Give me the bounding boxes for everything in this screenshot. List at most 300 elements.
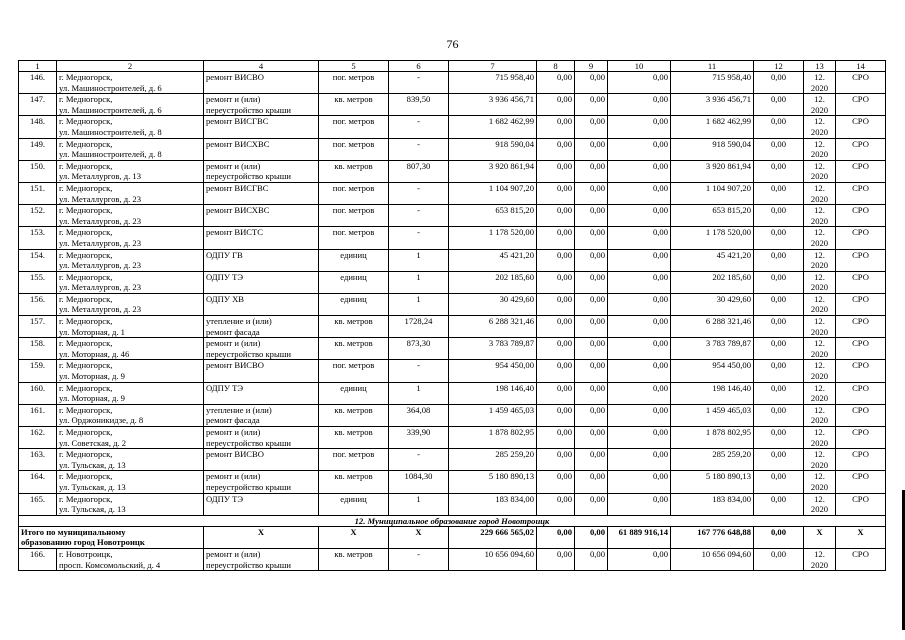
row-number: 150. xyxy=(19,160,57,182)
deadline-year: 2020 xyxy=(810,326,829,337)
row-number: 156. xyxy=(19,293,57,315)
amount-cell: 0,00 xyxy=(754,160,804,182)
unit-cell: единиц xyxy=(319,271,389,293)
amount-cell: 0,00 xyxy=(608,316,671,338)
address-cell xyxy=(57,427,204,449)
amount-cell: 0,00 xyxy=(608,493,671,515)
address-street: ул. Орджоникидзе, д. 8 xyxy=(59,415,144,426)
amount-cell: 0,00 xyxy=(575,271,608,293)
row-number: 155. xyxy=(19,271,57,293)
work-type-line1: ремонт ВИСВО xyxy=(206,449,264,460)
work-type-cell xyxy=(204,471,319,493)
amount-cell: 183 834,00 xyxy=(671,493,754,515)
address-city: г. Медногорск, xyxy=(59,138,113,149)
amount-cell: 0,00 xyxy=(754,404,804,426)
table-row xyxy=(19,116,886,138)
total-label xyxy=(19,526,204,548)
source-cell: СРО xyxy=(836,548,886,570)
work-type-cell xyxy=(204,138,319,160)
section-header-row xyxy=(19,515,886,526)
table-row xyxy=(19,471,886,493)
total-cost-cell: 183 834,00 xyxy=(449,493,537,515)
amount-cell: 0,00 xyxy=(608,449,671,471)
address-street: ул. Металлургов, д. 23 xyxy=(59,282,141,293)
row-number: 157. xyxy=(19,316,57,338)
work-type-cell xyxy=(204,160,319,182)
address-cell xyxy=(57,72,204,94)
work-type-line1: ОДПУ ХВ xyxy=(206,293,245,304)
row-number: 165. xyxy=(19,493,57,515)
work-type-cell xyxy=(204,316,319,338)
work-type-line1: ОДПУ ТЭ xyxy=(206,271,244,282)
amount-cell: 0,00 xyxy=(754,182,804,204)
unit-cell: кв. метров xyxy=(319,548,389,570)
amount-cell: 0,00 xyxy=(537,227,575,249)
total-cost-cell: 3 936 456,71 xyxy=(449,94,537,116)
work-type-line1: ремонт ВИСВО xyxy=(206,72,264,82)
work-type-cell xyxy=(204,271,319,293)
unit-cell: пог. метров xyxy=(319,72,389,94)
volume-cell: 339,90 xyxy=(389,427,449,449)
amount-cell: 0,00 xyxy=(754,316,804,338)
amount-cell: 0,00 xyxy=(754,449,804,471)
work-type-cell xyxy=(204,338,319,360)
deadline-cell xyxy=(804,138,836,160)
amount-cell: 0,00 xyxy=(537,338,575,360)
table-row xyxy=(19,382,886,404)
table-row xyxy=(19,293,886,315)
total-cost-cell: 30 429,60 xyxy=(449,293,537,315)
amount-cell: 0,00 xyxy=(754,138,804,160)
amount-cell: 1 878 802,95 xyxy=(671,427,754,449)
amount-cell: 0,00 xyxy=(575,427,608,449)
volume-cell: 364,08 xyxy=(389,404,449,426)
col-header: 13 xyxy=(804,61,836,72)
unit-cell: кв. метров xyxy=(319,471,389,493)
amount-cell: 0,00 xyxy=(575,493,608,515)
unit-cell: единиц xyxy=(319,293,389,315)
amount-cell: 0,00 xyxy=(537,293,575,315)
amount-cell: 0,00 xyxy=(754,249,804,271)
amount-cell: 0,00 xyxy=(608,427,671,449)
total-x: X xyxy=(804,526,836,548)
address-street: ул. Металлургов, д. 13 xyxy=(59,171,141,182)
row-number: 154. xyxy=(19,249,57,271)
deadline-cell xyxy=(804,382,836,404)
deadline-cell xyxy=(804,316,836,338)
deadline-year: 2020 xyxy=(810,149,829,160)
address-city: г. Медногорск, xyxy=(59,160,113,171)
table-row xyxy=(19,94,886,116)
unit-cell: пог. метров xyxy=(319,360,389,382)
amount-cell: 0,00 xyxy=(537,138,575,160)
volume-cell: 1 xyxy=(389,249,449,271)
address-cell xyxy=(57,360,204,382)
work-type-line1: ремонт и (или) xyxy=(206,427,261,437)
address-street: ул. Тульская, д. 13 xyxy=(59,504,126,515)
amount-cell: 30 429,60 xyxy=(671,293,754,315)
amount-cell: 0,00 xyxy=(575,160,608,182)
deadline-cell xyxy=(804,94,836,116)
amount-cell: 3 936 456,71 xyxy=(671,94,754,116)
deadline-year: 2020 xyxy=(810,415,829,426)
work-type-cell xyxy=(204,427,319,449)
volume-cell: 1 xyxy=(389,493,449,515)
volume-cell: 873,30 xyxy=(389,338,449,360)
total-cell: 167 776 648,88 xyxy=(671,526,754,548)
amount-cell: 10 656 094,60 xyxy=(671,548,754,570)
table-row xyxy=(19,316,886,338)
page-number: 76 xyxy=(446,37,459,51)
source-cell: СРО xyxy=(836,116,886,138)
total-cost-cell: 1 178 520,00 xyxy=(449,227,537,249)
unit-cell: единиц xyxy=(319,382,389,404)
volume-cell: - xyxy=(389,205,449,227)
address-cell xyxy=(57,338,204,360)
address-city: г. Медногорск, xyxy=(59,94,113,105)
address-street: ул. Металлургов, д. 23 xyxy=(59,237,141,248)
total-sum: 229 666 565,02 xyxy=(449,526,537,548)
deadline-cell xyxy=(804,116,836,138)
row-number: 147. xyxy=(19,94,57,116)
amount-cell: 285 259,20 xyxy=(671,449,754,471)
volume-cell: - xyxy=(389,449,449,471)
address-city: г. Медногорск, xyxy=(59,449,113,460)
volume-cell: - xyxy=(389,72,449,94)
amount-cell: 0,00 xyxy=(575,293,608,315)
deadline-year: 2020 xyxy=(810,304,829,315)
deadline-year: 2020 xyxy=(810,282,829,293)
address-street: ул. Машиностроителей, д. 6 xyxy=(59,104,162,115)
deadline-cell xyxy=(804,471,836,493)
row-number: 153. xyxy=(19,227,57,249)
amount-cell: 0,00 xyxy=(537,116,575,138)
deadline-month: 12. xyxy=(814,271,825,282)
amount-cell: 0,00 xyxy=(575,404,608,426)
amount-cell: 3 783 789,87 xyxy=(671,338,754,360)
row-number: 152. xyxy=(19,205,57,227)
unit-cell: пог. метров xyxy=(319,182,389,204)
work-type-line1: ремонт ВИСГВС xyxy=(206,116,269,127)
amount-cell: 0,00 xyxy=(754,72,804,94)
row-number: 162. xyxy=(19,427,57,449)
deadline-year: 2020 xyxy=(810,348,829,359)
amount-cell: 715 958,40 xyxy=(671,72,754,94)
table-row xyxy=(19,138,886,160)
unit-cell: кв. метров xyxy=(319,160,389,182)
col-header: 14 xyxy=(836,61,886,72)
row-number: 161. xyxy=(19,404,57,426)
deadline-month: 12. xyxy=(814,382,825,393)
deadline-year: 2020 xyxy=(810,260,829,271)
deadline-cell xyxy=(804,360,836,382)
volume-cell: - xyxy=(389,116,449,138)
amount-cell: 0,00 xyxy=(575,116,608,138)
total-cost-cell: 6 288 321,46 xyxy=(449,316,537,338)
source-cell: СРО xyxy=(836,160,886,182)
amount-cell: 0,00 xyxy=(575,205,608,227)
deadline-month: 12. xyxy=(814,249,825,260)
address-city: г. Медногорск, xyxy=(59,427,113,437)
col-header: 2 xyxy=(57,61,204,72)
deadline-month: 12. xyxy=(814,160,825,171)
work-type-line1: ремонт ВИСГВС xyxy=(206,182,269,193)
address-street: ул. Металлургов, д. 23 xyxy=(59,215,141,226)
source-cell: СРО xyxy=(836,293,886,315)
deadline-cell xyxy=(804,449,836,471)
volume-cell: 1 xyxy=(389,293,449,315)
amount-cell: 0,00 xyxy=(754,427,804,449)
deadline-month: 12. xyxy=(814,449,825,460)
deadline-year: 2020 xyxy=(810,126,829,137)
work-type-line1: ремонт ВИСВО xyxy=(206,360,264,371)
unit-cell: кв. метров xyxy=(319,404,389,426)
address-city: г. Медногорск, xyxy=(59,182,113,193)
amount-cell: 0,00 xyxy=(575,360,608,382)
address-city: г. Медногорск, xyxy=(59,382,113,393)
deadline-year: 2020 xyxy=(810,82,829,93)
row-number: 164. xyxy=(19,471,57,493)
work-type-cell xyxy=(204,382,319,404)
row-number: 146. xyxy=(19,72,57,94)
row-number: 160. xyxy=(19,382,57,404)
deadline-cell xyxy=(804,271,836,293)
address-cell xyxy=(57,449,204,471)
total-label-line2: образованию город Новотроицк xyxy=(21,537,145,548)
total-cost-cell: 285 259,20 xyxy=(449,449,537,471)
table-row xyxy=(19,404,886,426)
table-row xyxy=(19,427,886,449)
deadline-cell xyxy=(804,72,836,94)
amount-cell: 45 421,20 xyxy=(671,249,754,271)
table-row xyxy=(19,182,886,204)
row-number: 163. xyxy=(19,449,57,471)
amount-cell: 0,00 xyxy=(537,316,575,338)
amount-cell: 0,00 xyxy=(608,160,671,182)
amount-cell: 0,00 xyxy=(608,382,671,404)
work-type-line1: ОДПУ ГВ xyxy=(206,249,243,260)
unit-cell: кв. метров xyxy=(319,427,389,449)
source-cell: СРО xyxy=(836,316,886,338)
address-street: ул. Машиностроителей, д. 8 xyxy=(59,149,162,160)
deadline-year: 2020 xyxy=(810,215,829,226)
amount-cell: 0,00 xyxy=(537,427,575,449)
deadline-month: 12. xyxy=(814,404,825,415)
col-header: 1 xyxy=(19,61,57,72)
deadline-month: 12. xyxy=(814,338,825,349)
table-row xyxy=(19,338,886,360)
table-row xyxy=(19,271,886,293)
unit-cell: кв. метров xyxy=(319,338,389,360)
deadline-cell xyxy=(804,338,836,360)
volume-cell: 1 xyxy=(389,382,449,404)
work-type-line1: ремонт ВИСТС xyxy=(206,227,264,238)
table-row xyxy=(19,72,886,94)
source-cell: СРО xyxy=(836,227,886,249)
source-cell: СРО xyxy=(836,271,886,293)
amount-cell: 0,00 xyxy=(537,205,575,227)
amount-cell: 0,00 xyxy=(608,293,671,315)
col-header: 4 xyxy=(204,61,319,72)
amount-cell: 0,00 xyxy=(575,182,608,204)
amount-cell: 0,00 xyxy=(608,360,671,382)
total-x: X xyxy=(836,526,886,548)
address-city: г. Медногорск, xyxy=(59,338,113,349)
table-row xyxy=(19,205,886,227)
amount-cell: 918 590,04 xyxy=(671,138,754,160)
deadline-cell xyxy=(804,404,836,426)
total-cost-cell: 1 878 802,95 xyxy=(449,427,537,449)
unit-cell: кв. метров xyxy=(319,316,389,338)
amount-cell: 0,00 xyxy=(608,94,671,116)
work-type-line1: ремонт и (или) xyxy=(206,548,261,559)
deadline-cell xyxy=(804,205,836,227)
deadline-year: 2020 xyxy=(810,237,829,248)
unit-cell: пог. метров xyxy=(319,449,389,471)
address-city: г. Медногорск, xyxy=(59,360,113,371)
table-row xyxy=(19,160,886,182)
row-number: 151. xyxy=(19,182,57,204)
deadline-year: 2020 xyxy=(810,104,829,115)
source-cell: СРО xyxy=(836,72,886,94)
amount-cell: 0,00 xyxy=(754,471,804,493)
amount-cell: 0,00 xyxy=(754,116,804,138)
address-street: просп. Комсомольский, д. 4 xyxy=(59,559,161,570)
address-city: г. Медногорск, xyxy=(59,316,113,327)
col-header: 8 xyxy=(537,61,575,72)
source-cell: СРО xyxy=(836,338,886,360)
deadline-cell xyxy=(804,249,836,271)
volume-cell: 807,30 xyxy=(389,160,449,182)
amount-cell: 0,00 xyxy=(537,471,575,493)
volume-cell: - xyxy=(389,227,449,249)
total-cost-cell: 3 920 861,94 xyxy=(449,160,537,182)
address-cell xyxy=(57,227,204,249)
address-cell xyxy=(57,249,204,271)
address-cell xyxy=(57,182,204,204)
col-header: 6 xyxy=(389,61,449,72)
row-number: 166. xyxy=(19,548,57,570)
deadline-month: 12. xyxy=(814,138,825,149)
source-cell: СРО xyxy=(836,182,886,204)
amount-cell: 0,00 xyxy=(537,249,575,271)
deadline-year: 2020 xyxy=(810,559,829,570)
amount-cell: 0,00 xyxy=(537,382,575,404)
amount-cell: 0,00 xyxy=(608,116,671,138)
work-type-line1: утепление и (или) xyxy=(206,316,272,327)
work-type-cell xyxy=(204,182,319,204)
deadline-year: 2020 xyxy=(810,193,829,204)
amount-cell: 6 288 321,46 xyxy=(671,316,754,338)
work-type-cell xyxy=(204,72,319,94)
amount-cell: 0,00 xyxy=(575,338,608,360)
deadline-cell xyxy=(804,227,836,249)
unit-cell: пог. метров xyxy=(319,205,389,227)
address-cell xyxy=(57,471,204,493)
work-type-line1: утепление и (или) xyxy=(206,404,272,415)
address-city: г. Медногорск, xyxy=(59,493,113,504)
amount-cell: 0,00 xyxy=(537,271,575,293)
table-row xyxy=(19,493,886,515)
deadline-month: 12. xyxy=(814,205,825,216)
address-cell xyxy=(57,205,204,227)
address-city: г. Медногорск, xyxy=(59,72,113,82)
deadline-month: 12. xyxy=(814,427,825,437)
amount-cell: 0,00 xyxy=(537,404,575,426)
work-type-line2: переустройство крыши xyxy=(206,481,291,492)
address-street: ул. Моторная, д. 46 xyxy=(59,348,130,359)
volume-cell: 1728,24 xyxy=(389,316,449,338)
address-city: г. Медногорск, xyxy=(59,227,113,238)
total-cost-cell: 45 421,20 xyxy=(449,249,537,271)
address-street: ул. Металлургов, д. 23 xyxy=(59,304,141,315)
amount-cell: 0,00 xyxy=(608,471,671,493)
amount-cell: 0,00 xyxy=(608,182,671,204)
amount-cell: 653 815,20 xyxy=(671,205,754,227)
address-cell xyxy=(57,548,204,570)
source-cell: СРО xyxy=(836,360,886,382)
amount-cell: 0,00 xyxy=(537,548,575,570)
amount-cell: 198 146,40 xyxy=(671,382,754,404)
total-cell: 61 889 916,14 xyxy=(608,526,671,548)
amount-cell: 0,00 xyxy=(537,160,575,182)
source-cell: СРО xyxy=(836,427,886,449)
work-type-line1: ремонт и (или) xyxy=(206,94,261,105)
work-type-line2: ремонт фасада xyxy=(206,326,260,337)
address-street: ул. Моторная, д. 1 xyxy=(59,326,125,337)
amount-cell: 0,00 xyxy=(575,72,608,94)
address-cell xyxy=(57,116,204,138)
header-row xyxy=(19,61,886,72)
address-cell xyxy=(57,138,204,160)
deadline-year: 2020 xyxy=(810,437,829,448)
amount-cell: 0,00 xyxy=(537,72,575,94)
work-type-cell xyxy=(204,227,319,249)
table-row xyxy=(19,227,886,249)
address-city: г. Медногорск, xyxy=(59,205,113,216)
source-cell: СРО xyxy=(836,249,886,271)
amount-cell: 0,00 xyxy=(575,249,608,271)
amount-cell: 1 178 520,00 xyxy=(671,227,754,249)
deadline-month: 12. xyxy=(814,293,825,304)
work-type-line1: ремонт и (или) xyxy=(206,160,261,171)
total-cell: 0,00 xyxy=(537,526,575,548)
source-cell: СРО xyxy=(836,382,886,404)
deadline-cell xyxy=(804,182,836,204)
address-cell xyxy=(57,271,204,293)
source-cell: СРО xyxy=(836,471,886,493)
deadline-month: 12. xyxy=(814,493,825,504)
work-type-line2: переустройство крыши xyxy=(206,104,291,115)
amount-cell: 954 450,00 xyxy=(671,360,754,382)
address-street: ул. Тульская, д. 13 xyxy=(59,481,126,492)
address-cell xyxy=(57,316,204,338)
work-type-line1: ремонт ВИСХВС xyxy=(206,138,270,149)
repair-schedule-table xyxy=(18,60,886,571)
amount-cell: 0,00 xyxy=(608,227,671,249)
total-cost-cell: 5 180 890,13 xyxy=(449,471,537,493)
work-type-line2: переустройство крыши xyxy=(206,348,291,359)
unit-cell: пог. метров xyxy=(319,227,389,249)
work-type-cell xyxy=(204,449,319,471)
work-type-cell xyxy=(204,205,319,227)
address-city: г. Медногорск, xyxy=(59,249,113,260)
deadline-month: 12. xyxy=(814,182,825,193)
amount-cell: 3 920 861,94 xyxy=(671,160,754,182)
unit-cell: пог. метров xyxy=(319,116,389,138)
work-type-cell xyxy=(204,293,319,315)
total-cost-cell: 954 450,00 xyxy=(449,360,537,382)
